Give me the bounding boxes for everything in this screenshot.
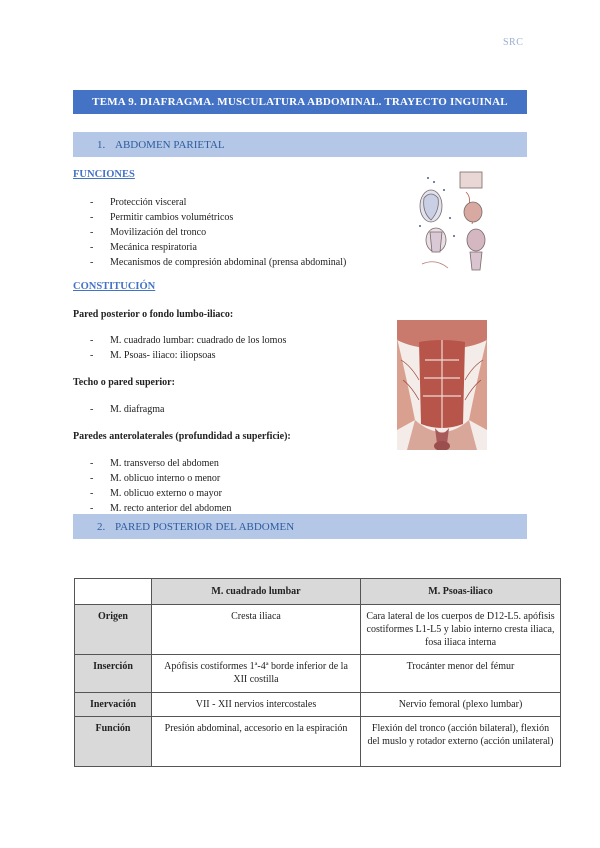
row-label: Inserción (75, 655, 152, 693)
list-item: - Permitir cambios volumétricos (90, 212, 234, 223)
muscles-table (74, 578, 561, 767)
group-title-techo: Techo o pared superior: (73, 377, 175, 388)
section-label: PARED POSTERIOR DEL ABDOMEN (115, 520, 295, 533)
author-initials: SRC (503, 37, 524, 48)
list-item: - Mecánica respiratoria (90, 242, 197, 253)
section-number: 1. (97, 138, 106, 151)
table-header-cell (75, 579, 152, 605)
posterior-list (90, 333, 286, 363)
anatomy-diagram-figure (416, 168, 492, 278)
list-item: - M. cuadrado lumbar: cuadrado de los lomos (90, 335, 287, 346)
row-label: Origen (75, 605, 152, 655)
techo-list (90, 402, 164, 417)
list-item: - M. oblicuo externo o mayor (90, 488, 222, 499)
list-item: - M. recto anterior del abdomen (90, 503, 232, 514)
row-label: Inervación (75, 693, 152, 717)
section-heading-2 (73, 514, 527, 539)
constitucion-heading: CONSTITUCIÓN (73, 281, 156, 292)
table-cell: Cara lateral de los cuerpos de D12-L5. apófisis costiformes L1-L5 y labio interno cresta iliaca, fosa iliaca interna (361, 605, 561, 655)
section-label: ABDOMEN PARIETAL (115, 138, 225, 151)
list-item: - Movilización del tronco (90, 227, 207, 238)
table-row (75, 605, 561, 655)
row-label: Función (75, 717, 152, 767)
table-cell: Presión abdominal, accesorio en la espiración (152, 717, 361, 767)
table-cell: Cresta iliaca (152, 605, 361, 655)
list-item: - M. Psoas- iliaco: iliopsoas (90, 350, 216, 361)
group-title-anterolaterales: Paredes anterolaterales (profundidad a superficie): (73, 431, 291, 442)
group-title-posterior: Pared posterior o fondo lumbo-iliaco: (73, 309, 234, 320)
section-number: 2. (97, 520, 106, 533)
table-header-cell: M. cuadrado lumbar (152, 579, 361, 605)
table-cell: Flexión del tronco (acción bilateral), flexión del muslo y rotador externo (acción unilateral) (361, 717, 561, 767)
anterolaterales-list (90, 456, 231, 516)
funciones-list (90, 195, 346, 270)
funciones-heading: FUNCIONES (73, 169, 135, 180)
abdominal-muscles-figure (397, 320, 487, 450)
list-item: - Mecanismos de compresión abdominal (prensa abdominal) (90, 257, 347, 268)
section-heading-1 (73, 132, 527, 157)
document-title: TEMA 9. DIAFRAGMA. MUSCULATURA ABDOMINAL. TRAYECTO INGUINAL (73, 90, 527, 114)
list-item: - M. oblicuo interno o menor (90, 473, 221, 484)
table-cell: Apófisis costiformes 1ª-4ª borde inferior de la XII costilla (152, 655, 361, 693)
list-item: - Protección visceral (90, 197, 187, 208)
table-cell: Trocánter menor del fémur (361, 655, 561, 693)
list-item: - M. transverso del abdomen (90, 458, 219, 469)
table-row (75, 655, 561, 693)
table-header-cell: M. Psoas-iliaco (361, 579, 561, 605)
table-header-row (75, 579, 561, 605)
table-row (75, 717, 561, 767)
list-item: - M. diafragma (90, 404, 165, 415)
table-cell: Nervio femoral (plexo lumbar) (361, 693, 561, 717)
table-row (75, 693, 561, 717)
table-cell: VII - XII nervios intercostales (152, 693, 361, 717)
